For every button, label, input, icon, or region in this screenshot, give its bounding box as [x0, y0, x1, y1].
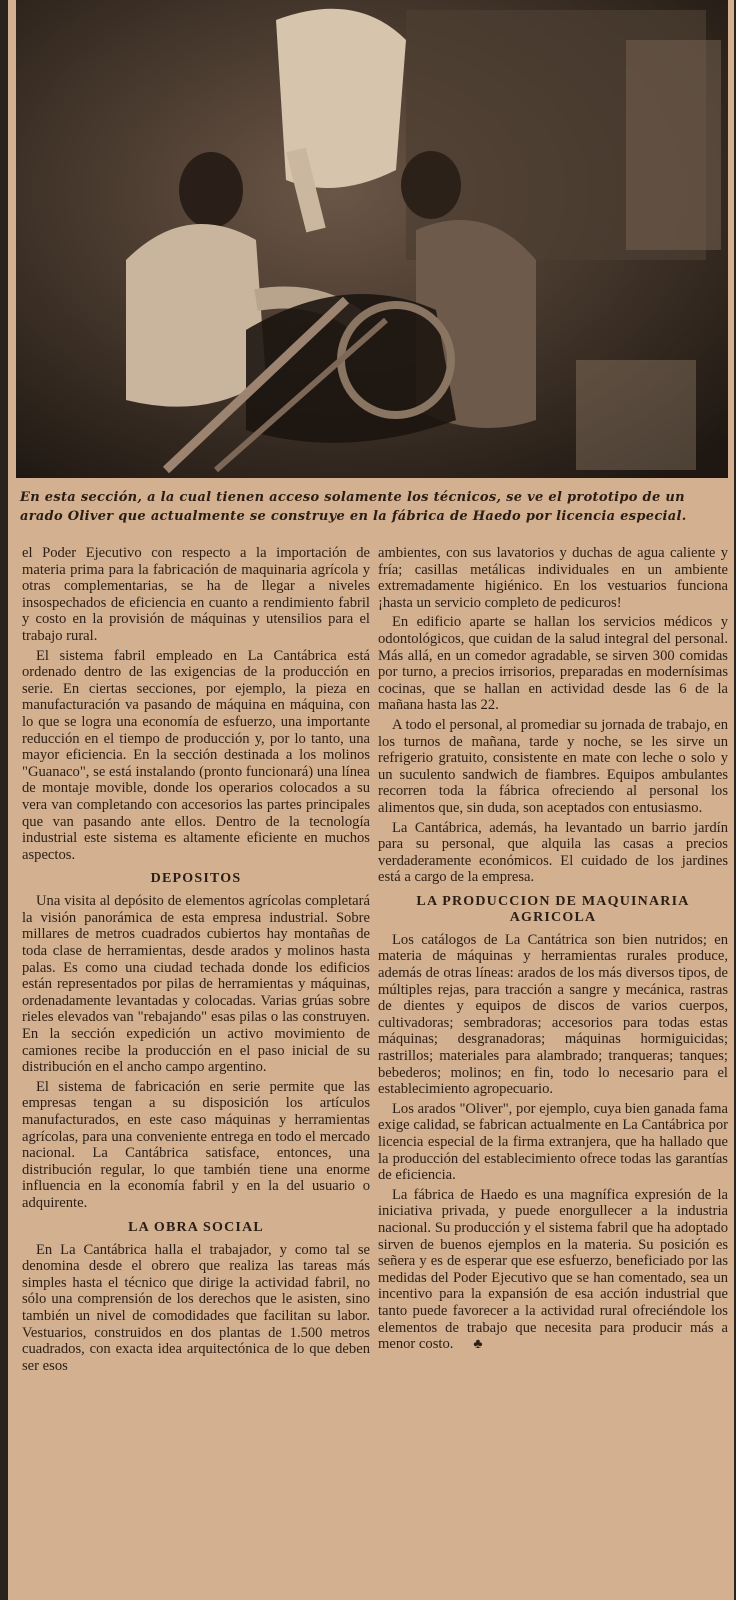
paragraph: En edificio aparte se hallan los servicios médicos y odontológicos, que cuidan de la salud integral del personal. Más allá, en un comedor agradable, se sirven 300 comidas por turno, a precios irrisorios, preparadas en modernísimas cocinas, que se hallan en actividad desde las 6 de la mañana hasta las 22.: [378, 614, 728, 714]
photo-workshop-image: [16, 0, 728, 478]
paragraph: En La Cantábrica halla el trabajador, y como tal se denomina desde el obrero que realiza las tareas más simples hasta el técnico que dirige la actividad fabril, no sólo una comprensión de los derechos que le asisten, sino también un nivel de comodidades que facilitan su labor. Vestuarios, construidos en dos plantas de 1.500 metros cuadrados, con exacta idea arquitectónica de lo que deben ser esos: [22, 1241, 370, 1374]
paragraph: La Cantábrica, además, ha levantado un barrio jardín para su personal, que alquila las casas a precios verdaderamente económicos. El cuidado de los jardines está a cargo de la empresa.: [378, 819, 728, 886]
magazine-page: [8, 0, 734, 1600]
club-end-icon: ♣: [473, 1337, 483, 1353]
photo-caption: En esta sección, a la cual tienen acceso solamente los técnicos, se ve el prototipo de un arado Oliver que actualmente se construye en la fábrica de Haedo por licencia especial.: [20, 490, 687, 524]
paragraph-text: La fábrica de Haedo es una magnífica expresión de la iniciativa privada, y puede enorgullecer a la industria nacional. Su producción y el sistema fabril que ha adoptado sirven de buenos ejemplos en la materia. Su posición es señera y es de esperar que ese esfuerzo, beneficiado por las medidas del Poder Ejecutivo que se han comentado, sea un incentivo para la expansión de esa acción industrial que tanto puede favorecer a la actividad rural ofreciéndole los elementos de trabajo que necesita para producir más a menor costo.: [378, 1186, 728, 1353]
paragraph: El sistema de fabricación en serie permite que las empresas tengan a su disposición los artículos manufacturados, en este caso máquinas y herramientas agrícolas, para una conveniente entrega en todo el mercado nacional. La Cantábrica satisface, entonces, una distribución regular, lo que también tiene una enorme influencia en la economía fabril y en la del usuario o adquirente.: [22, 1078, 370, 1211]
paragraph: Una visita al depósito de elementos agrícolas completará la visión panorámica de esta empresa industrial. Sobre millares de metros cuadrados cubiertos hay montañas de toda clase de herramientas, desde arados y molinos hasta palas. Es como una ciudad techada donde los edificios están representados por pilas de herramientas y máquinas, ordenadamente levantadas y colocadas. Varias grúas sobre rieles elevados van "rebajando" esas pilas o las construyen. En la sección expedición un activo movimiento de camiones recibe la producción en el paso inicial de su distribución en el ancho campo argentino.: [22, 893, 370, 1076]
section-heading-obra-social: LA OBRA SOCIAL: [128, 1219, 264, 1235]
workshop-photo: [16, 0, 728, 478]
paragraph: Los catálogos de La Cantátrica son bien nutridos; en materia de máquinas y herramientas rurales produce, además de otras líneas: arados de los más diversos tipos, de múltiples rejas, para tracción a sangre y mecánica, rastras de dientes y equipos de discos de varios cuerpos, cultivadoras; sembradoras; accesorios para todas estas máquinas; desgranadoras; máquinas hormiguicidas; rastrillos; materiales para alambrado; tranqueras; tanques; bebederos; molinos; en fin, todo lo necesario para el establecimiento agropecuario.: [378, 931, 728, 1098]
right-column: [378, 545, 728, 1357]
paragraph: el Poder Ejecutivo con respecto a la importación de materia prima para la fabricación de maquinaria agrícola y otras complementarias, se ha de llegar a niveles insospechados de eficiencia en cuanto a rendimiento fabril y costo en la provisión de máquinas y utensilios para el trabajo rural.: [22, 545, 370, 644]
paragraph: A todo el personal, al promediar su jornada de trabajo, en los turnos de mañana, tarde y noche, se les sirve un refrigerio gratuito, consistente en mate con leche o solo y un suculento sandwich de fiambres. Equipos ambulantes recorren toda la fábrica ofreciendo al personal los alimentos que, sin duda, son aceptados con entusiasmo.: [378, 716, 728, 816]
paragraph: ambientes, con sus lavatorios y duchas de agua caliente y fría; casillas metálicas individuales en un ambiente extremadamente higiénico. En los vestuarios funciona ¡hasta un servicio completo de pedicuros!: [378, 545, 728, 611]
paragraph: El sistema fabril empleado en La Cantábrica está ordenado dentro de las exigencias de la producción en serie. En ciertas secciones, por ejemplo, la pieza en manufacturación va pasando de máquina en máquina, con lo que se logra una economía de esfuerzo, una importante reducción en el tiempo de producción y, por lo tanto, una mayor eficiencia. En la sección destinada a los molinos "Guanaco", se está instalando (pronto funcionará) una línea de montaje movible, donde los operarios colocados a su vera van completando con accesorios las partes principales que van pasando ante ellos. Dentro de la tecnología industrial este sistema es altamente eficiente en muchos aspectos.: [22, 647, 370, 863]
section-heading-depositos: DEPOSITOS: [150, 871, 242, 887]
paragraph: [378, 1187, 728, 1354]
paragraph: Los arados "Oliver", por ejemplo, cuya bien ganada fama exige calidad, se fabrican actualmente en La Cantábrica por licencia especial de la firma extranjera, que ha hallado que la producción del establecimiento ofrece todas las garantías de eficiencia.: [378, 1100, 728, 1184]
section-heading-produccion: LA PRODUCCION DE MAQUINARIA AGRICOLA: [416, 893, 690, 925]
left-column: [22, 545, 370, 1377]
